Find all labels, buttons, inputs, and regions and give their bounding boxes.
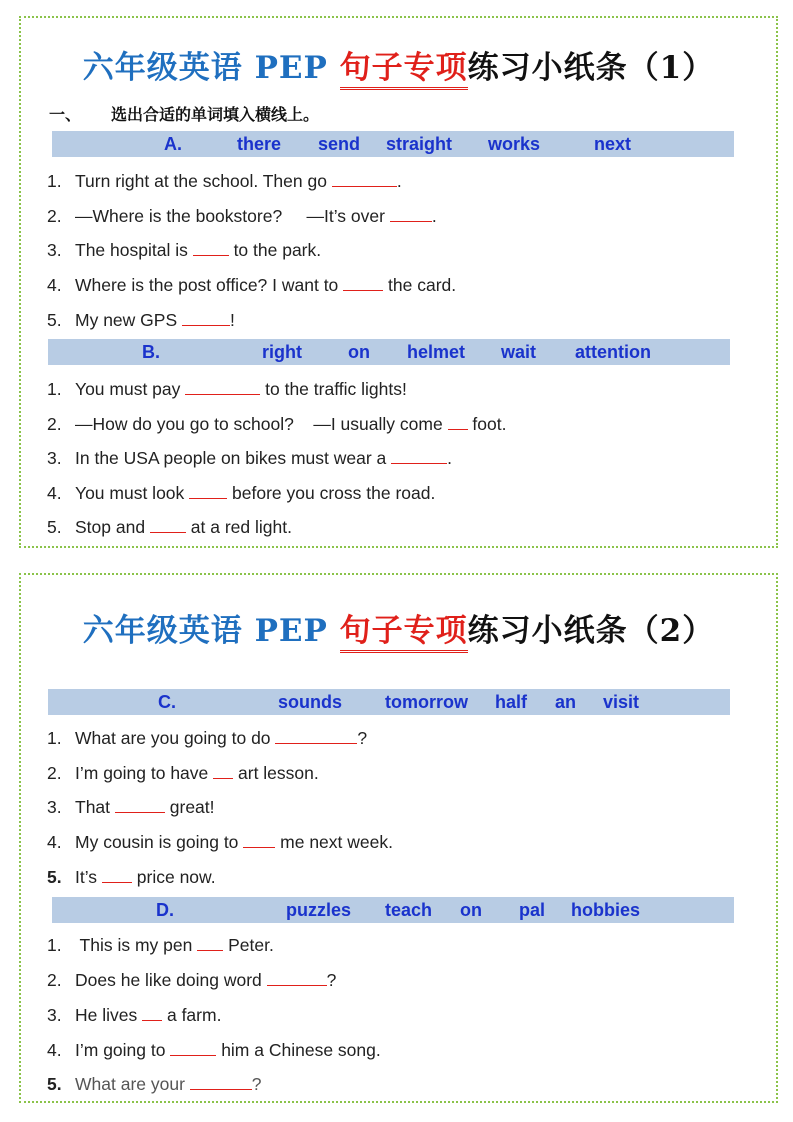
answer-blank[interactable] [142,1006,162,1021]
word-bank-a [52,131,734,157]
word-bank-b [48,339,730,365]
answer-blank[interactable] [115,798,165,813]
answer-blank[interactable] [197,936,223,951]
question-item: 3. The hospital is to the park. [47,240,322,260]
answer-blank[interactable] [170,1041,216,1056]
word-bank-d [52,897,734,923]
question-item: 5. Stop and at a red light. [47,517,292,537]
question-item: 1. Turn right at the school. Then go . [47,171,402,191]
question-item: 4. Where is the post office? I want to the card. [47,275,457,295]
question-item: 2. —Where is the bookstore? —It’s over . [47,206,437,226]
question-item: 2. —How do you go to school? —I usually come foot. [47,414,507,434]
word-bank-word: on [348,342,370,362]
word-bank-label: C. [158,692,176,712]
answer-blank[interactable] [243,833,275,848]
word-bank-label: A. [164,134,182,154]
word-bank-word: teach [385,900,433,920]
word-bank-word: hobbies [571,900,641,920]
answer-blank[interactable] [182,311,230,326]
word-bank-word: tomorrow [385,692,468,712]
question-item: 4. You must look before you cross the road. [47,483,436,503]
answer-blank[interactable] [332,172,397,187]
word-bank-word: there [237,134,282,154]
answer-blank[interactable] [213,764,233,779]
word-bank-word: puzzles [286,900,352,920]
word-bank-word: an [555,692,577,712]
worksheet-card-1 [19,16,778,548]
word-bank-label: D. [156,900,174,920]
answer-blank[interactable] [150,518,186,533]
word-bank-word: next [594,134,632,154]
worksheet-title-2: 六年级英语 PEP 句子专项练习小纸条（2） [21,605,776,650]
question-item: 5. It’s price now. [47,867,216,887]
word-bank-label: B. [142,342,160,362]
section-instruction: 一、 选出合适的单词填入横线上。 [49,107,320,124]
word-bank-word: works [488,134,541,154]
word-bank-c [48,689,730,715]
answer-blank[interactable] [275,729,357,744]
word-bank-word: sounds [278,692,343,712]
word-bank-word: attention [575,342,651,362]
question-item: 3. In the USA people on bikes must wear a . [47,448,453,468]
answer-blank[interactable] [193,241,229,256]
word-bank-word: visit [603,692,640,712]
question-item: 1. You must pay to the traffic lights! [47,379,407,399]
word-bank-word: helmet [407,342,466,362]
word-bank-word: on [460,900,482,920]
question-item: 1. This is my pen Peter. [47,935,274,955]
answer-blank[interactable] [448,415,468,430]
answer-blank[interactable] [391,449,447,464]
answer-blank[interactable] [343,276,383,291]
question-item: 2. I’m going to have art lesson. [47,763,319,783]
question-item: 5. My new GPS ! [47,310,235,330]
word-bank-word: straight [386,134,453,154]
word-bank-word: pal [519,900,546,920]
worksheet-title-1: 六年级英语 PEP 句子专项练习小纸条（1） [21,42,776,87]
word-bank-word: wait [501,342,537,362]
answer-blank[interactable] [185,380,260,395]
question-item: 3. That great! [47,797,215,817]
word-bank-word: right [262,342,302,362]
answer-blank[interactable] [102,868,132,883]
question-item: 3. He lives a farm. [47,1005,222,1025]
question-item: 2. Does he like doing word ? [47,970,337,990]
answer-blank[interactable] [190,1075,252,1090]
question-item: 4. I’m going to him a Chinese song. [47,1040,381,1060]
word-bank-word: half [495,692,528,712]
answer-blank[interactable] [189,484,227,499]
answer-blank[interactable] [390,207,432,222]
question-item: 1. What are you going to do ? [47,728,368,748]
question-item: 4. My cousin is going to me next week. [47,832,393,852]
worksheet-card-2 [19,573,778,1103]
answer-blank[interactable] [267,971,327,986]
word-bank-word: send [318,134,361,154]
question-item: 5. What are your ? [47,1074,262,1094]
